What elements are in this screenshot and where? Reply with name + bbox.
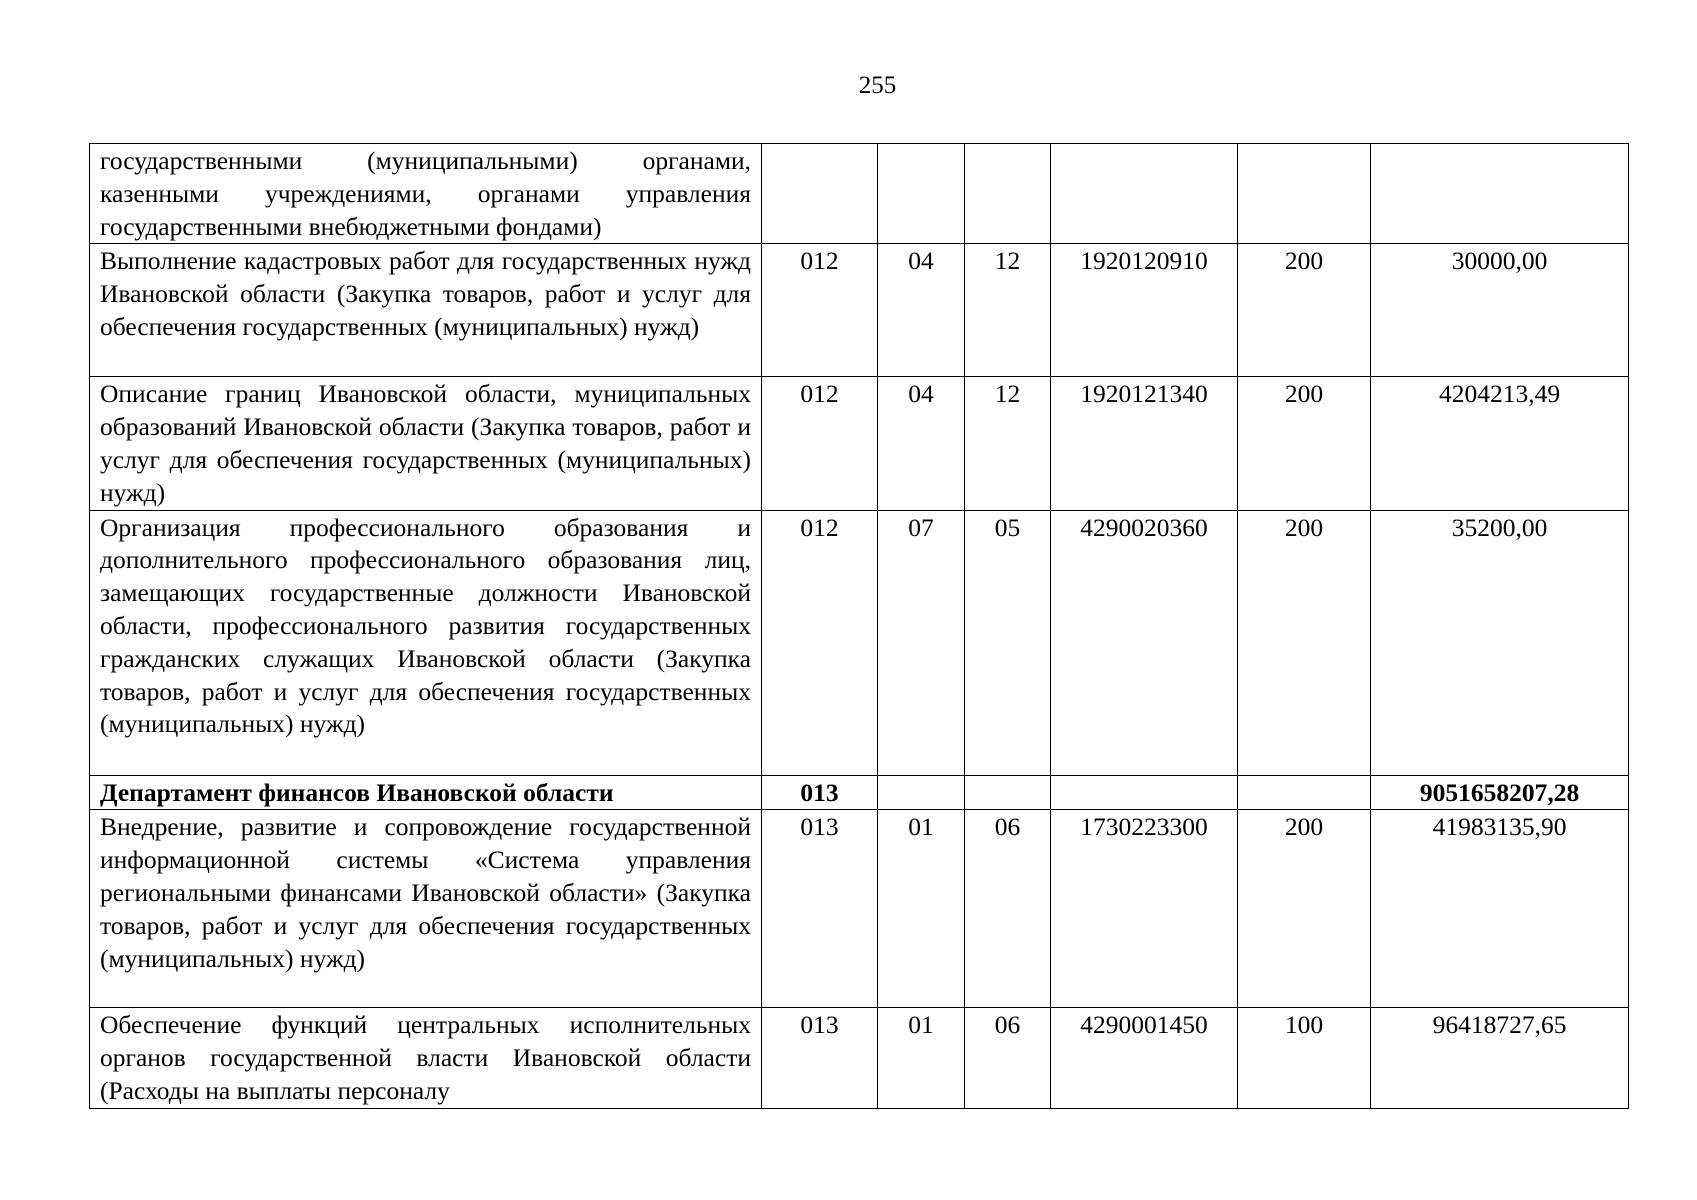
- ministry-code: 012: [762, 510, 878, 775]
- table-row: [90, 244, 1629, 377]
- row-description: Организация профессионального образования и дополнительного профессионального образования лиц, замещающих государственные должности Ивановской области, профессионального развития государственных гражданских служащих Ивановской области (Закупка товаров, работ и услуг для обеспечения государственных (муниципальных) нужд): [90, 510, 762, 775]
- amount: 4204213,49: [1371, 377, 1629, 510]
- row-description: Описание границ Ивановской области, муниципальных образований Ивановской области (Закупка товаров, работ и услуг для обеспечения государственных (муниципальных) нужд): [90, 377, 762, 510]
- subsection-code: 05: [965, 510, 1051, 775]
- subsection-code: 12: [965, 377, 1051, 510]
- ministry-code: [762, 144, 878, 244]
- subsection-code: 06: [965, 1008, 1051, 1108]
- target-article-code: 1920121340: [1051, 377, 1238, 510]
- subsection-code: 12: [965, 244, 1051, 377]
- target-article-code: [1051, 775, 1238, 810]
- row-description: Выполнение кадастровых работ для государственных нужд Ивановской области (Закупка товаров, работ и услуг для обеспечения государственных (муниципальных) нужд): [90, 244, 762, 377]
- expense-type-code: 200: [1238, 244, 1371, 377]
- ministry-code: 012: [762, 244, 878, 377]
- subsection-code: [965, 775, 1051, 810]
- department-title: Департамент финансов Ивановской области: [90, 775, 762, 810]
- budget-table: [89, 143, 1629, 1109]
- target-article-code: 4290020360: [1051, 510, 1238, 775]
- page-number: 255: [858, 72, 897, 99]
- section-code: [878, 775, 965, 810]
- expense-type-code: [1238, 144, 1371, 244]
- table-row: [90, 144, 1629, 244]
- department-total-amount: 9051658207,28: [1371, 775, 1629, 810]
- row-description: государственными (муниципальными) органами, казенными учреждениями, органами управления государственными внебюджетными фондами): [90, 144, 762, 244]
- expense-type-code: [1238, 775, 1371, 810]
- amount: 41983135,90: [1371, 810, 1629, 1008]
- row-description: Внедрение, развитие и сопровождение государственной информационной системы «Система управления региональными финансами Ивановской области» (Закупка товаров, работ и услуг для обеспечения государственных (муниципальных) нужд): [90, 810, 762, 1008]
- table-row: [90, 377, 1629, 510]
- expense-type-code: 200: [1238, 377, 1371, 510]
- target-article-code: 1920120910: [1051, 244, 1238, 377]
- ministry-code: 013: [762, 1008, 878, 1108]
- section-code: 01: [878, 1008, 965, 1108]
- table-row: [90, 510, 1629, 775]
- section-code: 04: [878, 377, 965, 510]
- row-description: Обеспечение функций центральных исполнительных органов государственной власти Ивановской области (Расходы на выплаты персоналу: [90, 1008, 762, 1108]
- subsection-code: 06: [965, 810, 1051, 1008]
- amount: 35200,00: [1371, 510, 1629, 775]
- table-row: [90, 810, 1629, 1008]
- table-row: [90, 1008, 1629, 1108]
- subsection-code: [965, 144, 1051, 244]
- ministry-code: 013: [762, 810, 878, 1008]
- target-article-code: [1051, 144, 1238, 244]
- amount: 30000,00: [1371, 244, 1629, 377]
- section-code: 01: [878, 810, 965, 1008]
- table-row-department-total: [90, 775, 1629, 810]
- expense-type-code: 200: [1238, 510, 1371, 775]
- ministry-code: 012: [762, 377, 878, 510]
- expense-type-code: 100: [1238, 1008, 1371, 1108]
- amount: 96418727,65: [1371, 1008, 1629, 1108]
- section-code: 07: [878, 510, 965, 775]
- expense-type-code: 200: [1238, 810, 1371, 1008]
- ministry-code: 013: [762, 775, 878, 810]
- target-article-code: 1730223300: [1051, 810, 1238, 1008]
- section-code: 04: [878, 244, 965, 377]
- target-article-code: 4290001450: [1051, 1008, 1238, 1108]
- amount: [1371, 144, 1629, 244]
- section-code: [878, 144, 965, 244]
